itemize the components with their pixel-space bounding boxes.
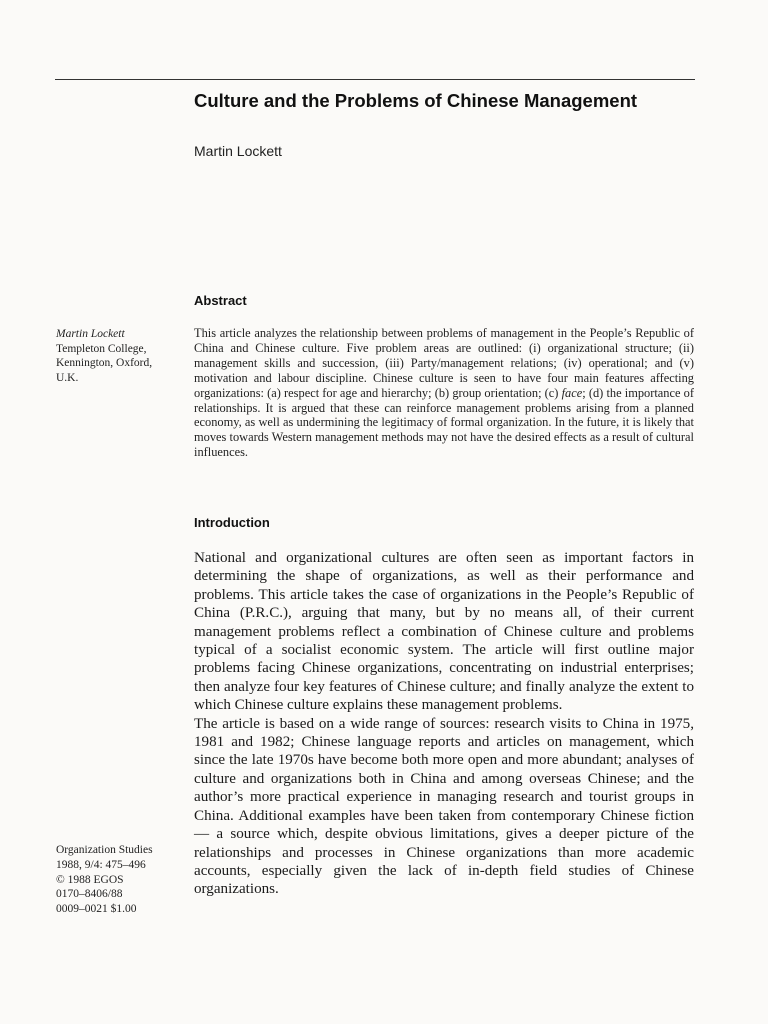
- introduction-paragraph: The article is based on a wide range of sources: research visits to China in 1975, 1981 and 1982; Chinese language reports and articles on management, which since the late 1970s have become both more open and more abundant; analyses of culture and organizations both in China and among overseas Chinese; and the author’s more practical experience in managing research and tourist groups in China. Additional examples have been taken from contemporary Chinese fiction — a source which, despite obvious limitations, gives a deeper picture of the relationships and processes in Chinese organizations than more academic accounts, especially given the lack of in-depth field studies of Chinese organizations.: [194, 715, 694, 898]
- abstract-text: [194, 326, 694, 460]
- top-rule: [55, 79, 695, 80]
- journal-line: 0170–8406/88: [56, 888, 123, 901]
- article-title: Culture and the Problems of Chinese Management: [194, 90, 638, 111]
- abstract-text-part: This article analyzes the relationship between problems of management in the People’s Republic of China and Chinese culture. Five problem areas are outlined: (i) organizational structure; (ii) management skills and succession, (iii) Party/management relations; (iv) operational; and (v) motivation and labour discipline. Chinese culture is seen to have four main features affecting organizations: (a) respect for age and hierarchy; (b) group orientation; (c): [194, 326, 694, 400]
- journal-line: Organization Studies: [56, 844, 153, 856]
- introduction-heading: Introduction: [194, 515, 270, 530]
- affiliation-line: Kennington, Oxford,: [56, 357, 153, 369]
- journal-info: [56, 843, 186, 917]
- abstract-heading: Abstract: [194, 293, 247, 308]
- journal-line: 1988, 9/4: 475–496: [56, 858, 146, 871]
- affiliation-name: Martin Lockett: [56, 328, 125, 340]
- introduction-paragraph: National and organizational cultures are often seen as important factors in determining the shape of organizations, as well as their performance and problems. This article takes the case of organizations in the People’s Republic of China (P.R.C.), arguing that many, but by no means all, of their current management problems reflect a combination of Chinese culture and problems typical of a socialist economic system. The article will first outline major problems facing Chinese organizations, concentrating on industrial enterprises; then analyze four key features of Chinese culture; and finally analyze the extent to which Chinese culture explains these management problems.: [194, 550, 694, 714]
- introduction-body: [194, 549, 694, 899]
- journal-line: © 1988 EGOS: [56, 873, 124, 886]
- affiliation-line: U.K.: [56, 371, 79, 384]
- affiliation-line: Templeton College,: [56, 342, 147, 355]
- journal-line: 0009–0021 $1.00: [56, 903, 137, 916]
- abstract-text-part: ; (d) the importance of relationships. It is argued that these can reinforce management problems arising from a planned economy, as well as undermining the legitimacy of formal organization. In the future, it is likely that moves towards Western management methods may not have the desired effects as a result of cultural influences.: [194, 385, 694, 460]
- article-author: Martin Lockett: [194, 143, 282, 159]
- author-affiliation: [56, 327, 181, 385]
- abstract-face-term: face: [561, 385, 583, 400]
